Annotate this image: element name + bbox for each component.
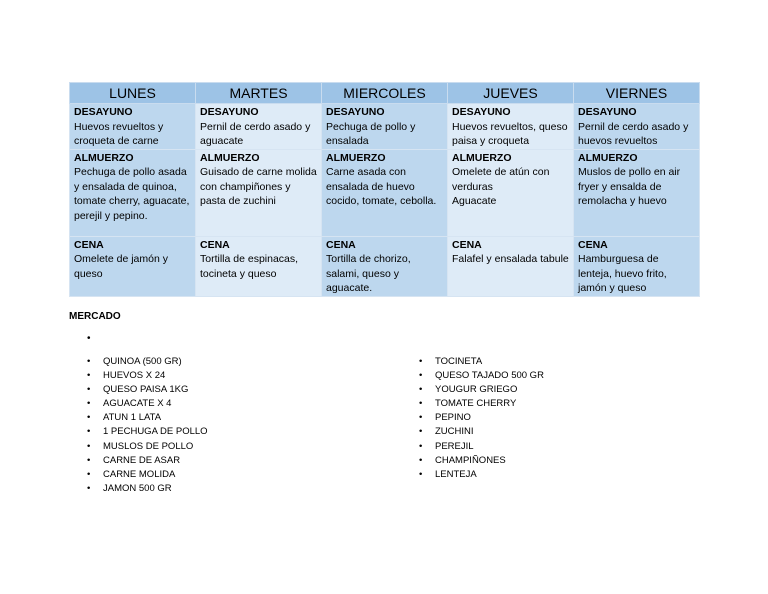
shopping-list-item: • TOCINETA: [419, 355, 544, 369]
meal-cell: [70, 236, 196, 296]
meal-cell: [196, 236, 322, 296]
meal-description: Pernil de cerdo asado y aguacate: [200, 120, 311, 147]
shopping-list-item: • AGUACATE X 4: [87, 397, 208, 411]
meal-label: DESAYUNO: [578, 106, 637, 118]
meal-cell: [70, 104, 196, 150]
meal-label: ALMUERZO: [452, 151, 512, 164]
meal-label: ALMUERZO: [200, 151, 260, 164]
meal-description: Carne asada con ensalada de huevo cocido, tomate, cebolla.: [326, 166, 437, 207]
meal-label: CENA: [578, 238, 608, 251]
meal-cell: [448, 149, 574, 236]
shopping-list-item: • PEPINO: [419, 411, 544, 425]
meal-label: CENA: [452, 238, 482, 251]
meal-description: Falafel y ensalada tabule: [452, 253, 569, 265]
shopping-list-item: • PEREJIL: [419, 440, 544, 454]
shopping-list-item: • QUESO PAISA 1KG: [87, 383, 208, 397]
meal-description: Tortilla de espinacas, tocineta y queso: [200, 253, 299, 280]
shopping-list-item: • MUSLOS DE POLLO: [87, 440, 208, 454]
shopping-list-item: • CARNE MOLIDA: [87, 468, 208, 482]
meal-label: ALMUERZO: [578, 151, 638, 164]
meal-description: Pechuga de pollo asada y ensalada de quinoa, tomate cherry, aguacate, perejil y pepino.: [74, 166, 190, 222]
meal-label: DESAYUNO: [452, 106, 511, 118]
meal-cell: [574, 104, 700, 150]
meal-cell: [322, 149, 448, 236]
meal-row: [70, 104, 700, 150]
shopping-list-left: [87, 355, 208, 496]
meal-cell: [574, 149, 700, 236]
meal-cell: [322, 104, 448, 150]
meal-label: CENA: [74, 238, 104, 251]
day-header: VIERNES: [574, 83, 700, 104]
meal-plan-table: [69, 82, 700, 297]
meal-cell: [322, 236, 448, 296]
shopping-list-item: • LENTEJA: [419, 468, 544, 482]
day-header: MIERCOLES: [322, 83, 448, 104]
meal-label: DESAYUNO: [74, 106, 133, 118]
market-title: MERCADO: [69, 311, 121, 322]
shopping-list-right: [419, 355, 544, 482]
meal-description: Huevos revueltos y croqueta de carne: [74, 120, 164, 147]
meal-label: CENA: [326, 238, 356, 251]
meal-row: [70, 149, 700, 236]
meal-description: Pechuga de pollo y ensalada: [326, 120, 416, 147]
meal-label: DESAYUNO: [326, 106, 385, 118]
meal-label: CENA: [200, 238, 230, 251]
meal-cell: [574, 236, 700, 296]
meal-description: Omelete de jamón y queso: [74, 253, 168, 280]
shopping-list-item: • QUESO TAJADO 500 GR: [419, 369, 544, 383]
meal-cell: [196, 104, 322, 150]
shopping-list-item: • YOUGUR GRIEGO: [419, 383, 544, 397]
shopping-list-item: • CHAMPIÑONES: [419, 454, 544, 468]
meal-label: ALMUERZO: [74, 151, 134, 164]
meal-description: Hamburguesa de lenteja, huevo frito, jamón y queso: [578, 253, 667, 294]
meal-label: ALMUERZO: [326, 151, 386, 164]
shopping-list-item: • ATUN 1 LATA: [87, 411, 208, 425]
meal-description: Guisado de carne molida con champiñones y pasta de zuchini: [200, 166, 317, 207]
table-header-row: [70, 83, 700, 104]
empty-bullet: •: [87, 333, 91, 344]
meal-cell: [196, 149, 322, 236]
meal-description: Pernil de cerdo asado y huevos revueltos: [578, 120, 689, 147]
meal-row: [70, 236, 700, 296]
meal-description: Omelete de atún con verduras Aguacate: [452, 166, 550, 207]
meal-cell: [448, 104, 574, 150]
shopping-list-item: • JAMON 500 GR: [87, 482, 208, 496]
shopping-list-item: • TOMATE CHERRY: [419, 397, 544, 411]
meal-description: Tortilla de chorizo, salami, queso y aguacate.: [326, 253, 411, 294]
day-header: MARTES: [196, 83, 322, 104]
shopping-list-item: • 1 PECHUGA DE POLLO: [87, 425, 208, 439]
meal-description: Huevos revueltos, queso paisa y croqueta: [452, 120, 568, 147]
meal-label: DESAYUNO: [200, 106, 259, 118]
day-header: JUEVES: [448, 83, 574, 104]
meal-cell: [70, 149, 196, 236]
meal-cell: [448, 236, 574, 296]
shopping-list-item: • HUEVOS X 24: [87, 369, 208, 383]
shopping-list-item: • QUINOA (500 GR): [87, 355, 208, 369]
day-header: LUNES: [70, 83, 196, 104]
meal-description: Muslos de pollo en air fryer y ensalda de remolacha y huevo: [578, 166, 681, 207]
shopping-list-item: • CARNE DE ASAR: [87, 454, 208, 468]
shopping-list-item: • ZUCHINI: [419, 425, 544, 439]
